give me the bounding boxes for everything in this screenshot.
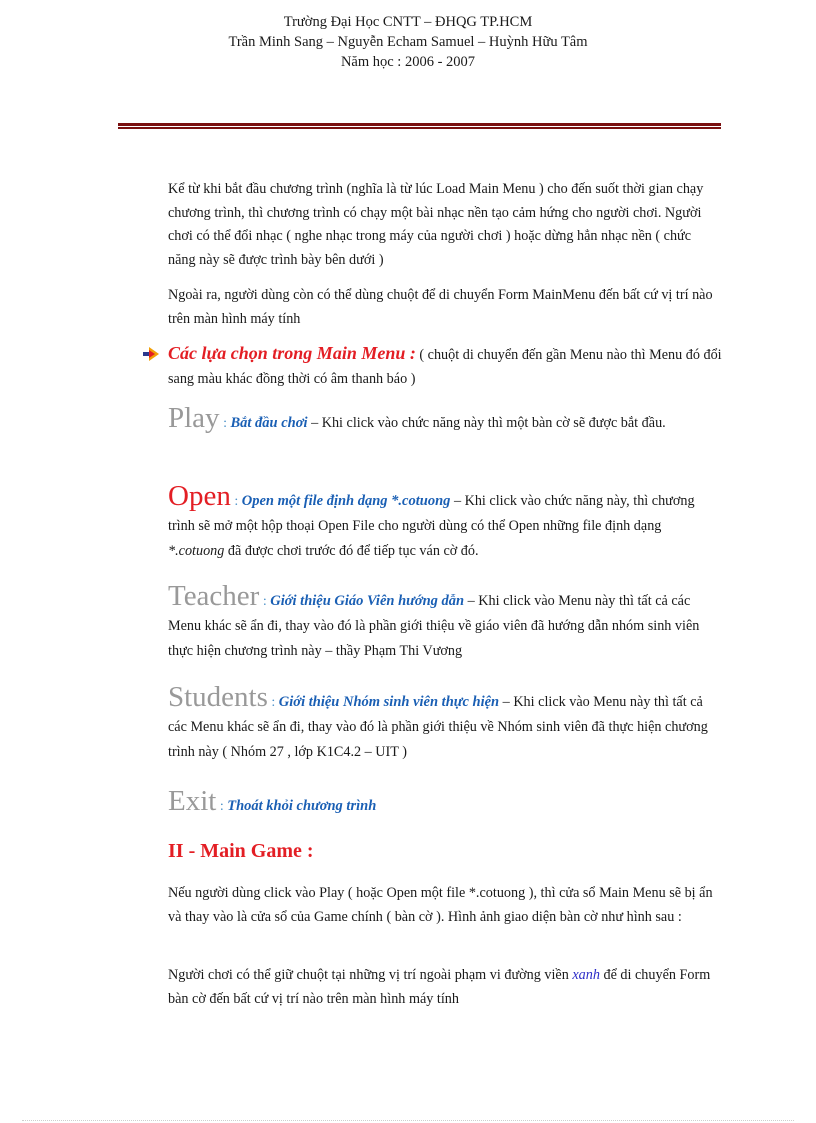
teacher-text: – Khi click vào Menu này thì tất cả các Menu khác sẽ ẩn đi, thay vào đó là phần giới thiệu về giáo viên đã hướng dẫn nhóm sinh viên thực hiện chương trình này – thầy Phạm Thi Vương — [168, 593, 700, 659]
students-label: Students — [168, 681, 268, 713]
intro-section — [168, 178, 720, 272]
teacher-separator: : — [259, 594, 271, 609]
menu-item-play — [168, 402, 720, 437]
open-description: Open một file định dạng *.cotuong — [241, 493, 451, 509]
teacher-label: Teacher — [168, 580, 260, 612]
section-2-paragraph-2a: Người chơi có thể giữ chuột tại những vị trí ngoài phạm vi đường viền — [168, 967, 573, 983]
intro-paragraph-2: Ngoài ra, người dùng còn có thể dùng chuột để di chuyển Form MainMenu đến bất cứ vị trí nào trên màn hình máy tính — [168, 287, 713, 327]
students-description: Giới thiệu Nhóm sinh viên thực hiện — [278, 694, 500, 710]
section-2-body-2 — [168, 964, 720, 1011]
exit-description: Thoát khỏi chương trình — [227, 798, 377, 814]
play-label: Play — [168, 402, 220, 434]
menu-item-exit — [168, 786, 720, 822]
students-text: – Khi click vào Menu này thì tất cả các Menu khác sẽ ẩn đi, thay vào đó là phần giới thiệu về Nhóm sinh viên đã thực hiện chương trình này ( Nhóm 27 , lớp K1C4.2 – UIT ) — [168, 694, 708, 760]
main-menu-title: Các lựa chọn trong Main Menu : — [168, 343, 416, 363]
header-divider — [118, 123, 721, 131]
section-2-paragraph-2b: để di chuyển Form bàn cờ đến bất cứ vị trí nào trên màn hình máy tính — [168, 967, 711, 1007]
section-2-heading — [168, 840, 720, 863]
header-authors: Trần Minh Sang – Nguyễn Echam Samuel – Huỳnh Hữu Tâm — [228, 34, 588, 50]
menu-item-students — [168, 681, 720, 765]
exit-label: Exit — [168, 785, 217, 817]
open-label: Open — [168, 480, 231, 512]
exit-separator: : — [216, 799, 228, 814]
page-header — [0, 12, 816, 72]
intro-paragraph-1: Kể từ khi bắt đầu chương trình (nghĩa là từ lúc Load Main Menu ) cho đến suốt thời gian chạy chương trình, thì chương trình có chạy một bài nhạc nền tạo cảm hứng cho người chơi. Người chơi có thể đổi nhạc ( nghe nhạc trong máy của người chơi ) hoặc dừng hẳn nhạc nền ( chức năng này sẽ được trình bày bên dưới ) — [168, 181, 704, 268]
section-2-blue-word: xanh — [572, 967, 600, 983]
header-school: Trường Đại Học CNTT – ĐHQG TP.HCM — [283, 14, 533, 30]
menu-item-open — [168, 480, 720, 564]
arrow-bullet-icon — [142, 346, 160, 362]
main-menu-heading — [142, 342, 722, 391]
intro-section-2 — [168, 284, 720, 331]
open-separator: : — [230, 494, 242, 509]
section-2-body — [168, 882, 720, 929]
section-2-paragraph-1: Nếu người dùng click vào Play ( hoặc Open một file *.cotuong ), thì cửa sổ Main Menu sẽ bị ẩn và thay vào là cửa sổ của Game chính ( bàn cờ ). Hình ảnh giao diện bàn cờ như hình sau : — [168, 885, 713, 925]
play-description: Bắt đầu chơi — [230, 415, 308, 431]
play-separator: : — [219, 416, 231, 431]
section-2-title: II - Main Game : — [168, 840, 314, 862]
page-bottom-border — [22, 1120, 794, 1121]
open-extension: *.cotuong — [168, 543, 225, 559]
open-text-a: – Khi click vào chức năng này, thì chương trình sẽ mở một hộp thoại Open File cho người dùng có thể Open những file định dạng — [168, 493, 695, 534]
open-text-b: đã được chơi trước đó để tiếp tục ván cờ đó. — [224, 543, 479, 559]
teacher-description: Giới thiệu Giáo Viên hướng dẫn — [270, 593, 465, 609]
play-text: – Khi click vào chức năng này thì một bàn cờ sẽ được bắt đầu. — [307, 415, 666, 431]
students-separator: : — [267, 695, 279, 710]
main-menu-note: ( chuột di chuyển đến gần Menu nào thì Menu đó đổi sang màu khác đồng thời có âm thanh báo ) — [168, 347, 722, 387]
menu-item-teacher — [168, 580, 720, 664]
header-year: Năm học : 2006 - 2007 — [340, 54, 476, 70]
